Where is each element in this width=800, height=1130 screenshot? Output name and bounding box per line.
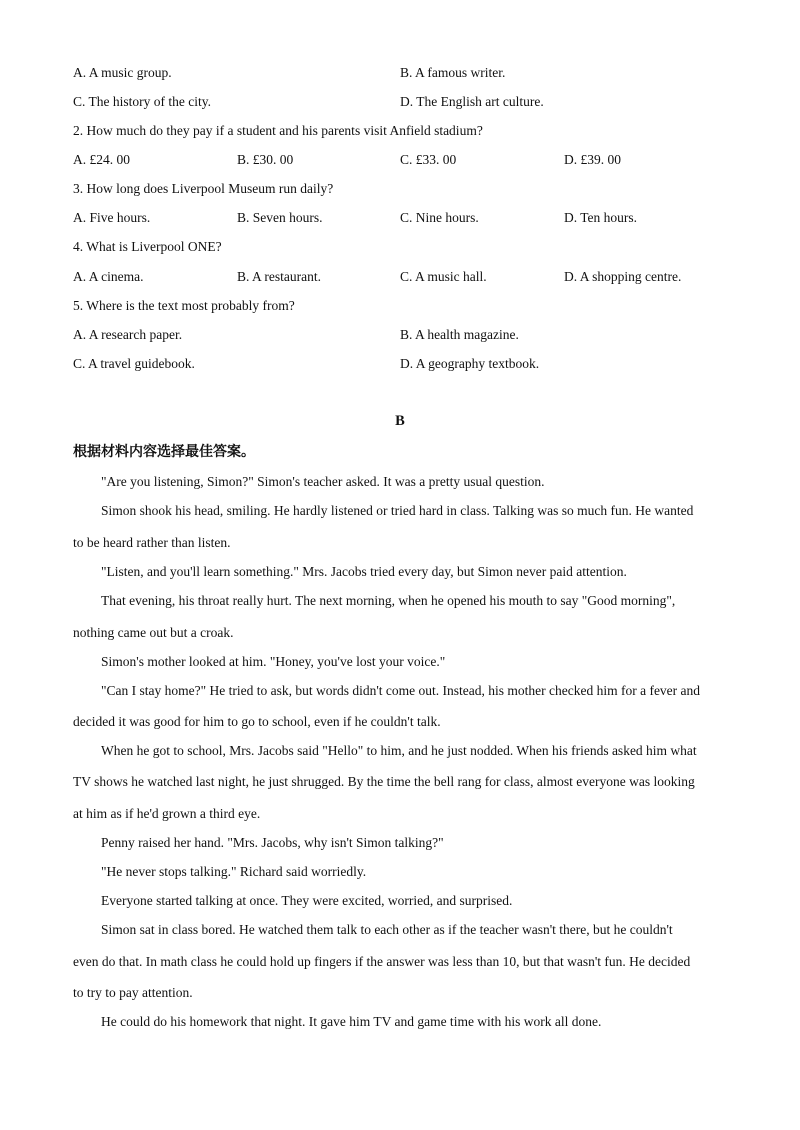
q5-option-a: A. A research paper. [73,327,183,342]
q3-option-c: C. Nine hours. [400,210,479,225]
passage-line: Everyone started talking at once. They were excited, worried, and surprised. [101,893,513,908]
q4-option-d: D. A shopping centre. [564,269,682,284]
q1-option-d: D. The English art culture. [400,94,544,109]
passage-line: Simon's mother looked at him. "Honey, you've lost your voice." [101,654,446,669]
passage-line: even do that. In math class he could hold up fingers if the answer was less than 10, but that wasn't fun. He decided [73,954,691,969]
q3-stem: 3. How long does Liverpool Museum run daily? [73,181,334,196]
q5-option-b: B. A health magazine. [400,327,519,342]
q5-stem: 5. Where is the text most probably from? [73,298,295,313]
passage-line: "Are you listening, Simon?" Simon's teacher asked. It was a pretty usual question. [101,474,545,489]
q3-option-a: A. Five hours. [73,210,151,225]
passage-line: nothing came out but a croak. [73,625,234,640]
passage-line: to be heard rather than listen. [73,535,231,550]
q3-option-d: D. Ten hours. [564,210,638,225]
section-instruction: 根据材料内容选择最佳答案。 [73,444,255,460]
passage-line: "He never stops talking." Richard said worriedly. [101,864,367,879]
section-heading: B [395,413,405,429]
q3-option-b: B. Seven hours. [237,210,323,225]
passage-line: decided it was good for him to go to school, even if he couldn't talk. [73,714,441,729]
passage-line: Simon sat in class bored. He watched them talk to each other as if the teacher wasn't there, but he couldn't [101,922,673,937]
q4-stem: 4. What is Liverpool ONE? [73,239,222,254]
q2-option-c: C. £33. 00 [400,152,457,167]
passage-line: Simon shook his head, smiling. He hardly listened or tried hard in class. Talking was so much fun. He wanted [101,503,694,518]
q1-option-b: B. A famous writer. [400,65,506,80]
passage-line: TV shows he watched last night, he just shrugged. By the time the bell rang for class, almost everyone was looking [73,774,695,789]
passage-line: When he got to school, Mrs. Jacobs said "Hello" to him, and he just nodded. When his friends asked him what [101,743,697,758]
passage-line: "Listen, and you'll learn something." Mrs. Jacobs tried every day, but Simon never paid attention. [101,564,627,579]
q5-option-c: C. A travel guidebook. [73,356,195,371]
q2-option-d: D. £39. 00 [564,152,621,167]
q2-stem: 2. How much do they pay if a student and his parents visit Anfield stadium? [73,123,483,138]
q1-option-c: C. The history of the city. [73,94,211,109]
passage-line: to try to pay attention. [73,985,193,1000]
passage-line: He could do his homework that night. It gave him TV and game time with his work all done. [101,1014,602,1029]
q2-option-b: B. £30. 00 [237,152,294,167]
q2-option-a: A. £24. 00 [73,152,130,167]
q4-option-c: C. A music hall. [400,269,487,284]
q4-option-b: B. A restaurant. [237,269,321,284]
passage-line: at him as if he'd grown a third eye. [73,806,261,821]
passage-line: "Can I stay home?" He tried to ask, but words didn't come out. Instead, his mother checked him for a fever and [101,683,701,698]
passage-line: That evening, his throat really hurt. The next morning, when he opened his mouth to say "Good morning", [101,593,676,608]
q5-option-d: D. A geography textbook. [400,356,540,371]
passage-line: Penny raised her hand. "Mrs. Jacobs, why isn't Simon talking?" [101,835,444,850]
q4-option-a: A. A cinema. [73,269,144,284]
q1-option-a: A. A music group. [73,65,172,80]
